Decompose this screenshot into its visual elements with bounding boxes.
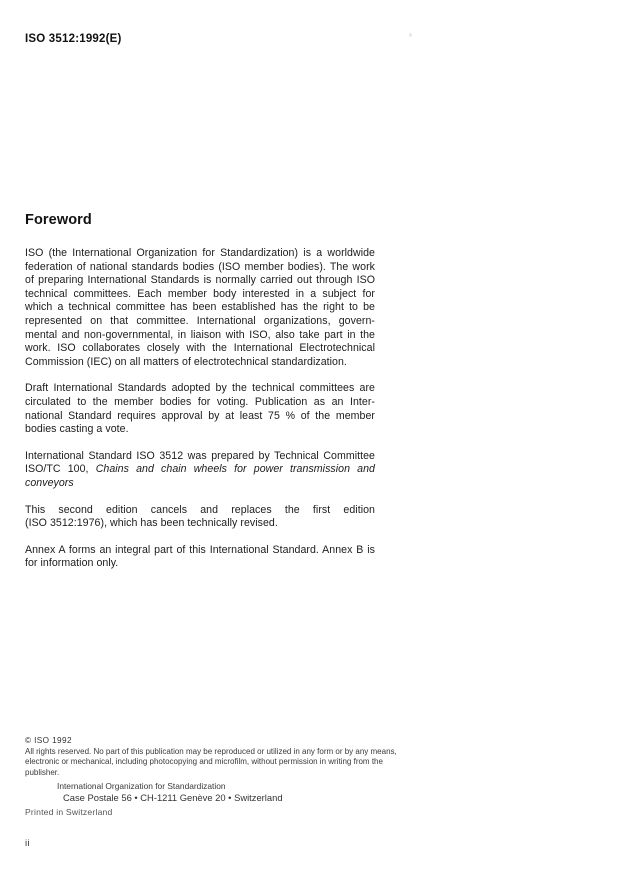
justified-word: the	[284, 503, 300, 516]
colophon-block	[25, 736, 425, 778]
page-number: ii	[25, 838, 30, 849]
foreword-paragraph-draft-standards: Draft International Standards adopted by the technical committees are circulated to the member bodies for voting. Publication as an Inter-national Standard requires approval by at least 75 % of the member bodies casting a vote.	[25, 382, 375, 436]
second-edition-line-two: (ISO 3512:1976), which has been technically revised.	[25, 517, 278, 530]
justified-word: replaces	[231, 503, 272, 516]
justified-word: edition	[106, 503, 138, 516]
foreword-paragraph-annexes: Annex A forms an integral part of this International Standard. Annex B is for information only.	[25, 543, 375, 570]
foreword-paragraph-technical-committee	[25, 450, 375, 491]
justified-word: edition	[343, 503, 375, 516]
foreword-paragraph-iso-description: ISO (the International Organization for Standardization) is a worldwide federation of national standards bodies (ISO member bodies). The work of preparing International Standards is normally carried out through ISO technical committees. Each member body interested in a subject for which a technical committee has been established has the right to be represented on that committee. International organizations, govern-mental and non-governmental, in liaison with ISO, also take part in the work. ISO collaborates closely with the International Electrotechnical Commission (IEC) on all matters of electrotechnical standardization.	[25, 247, 375, 368]
printed-in-text: Printed in Switzerland	[25, 807, 113, 817]
justified-word: first	[312, 503, 331, 516]
rights-reserved-text: All rights reserved. No part of this publication may be reproduced or utilized in any form or by any means, electronic or mechanical, including photocopying and microfilm, without permission in writing from the publisher.	[25, 747, 397, 777]
justified-word: This	[25, 503, 46, 516]
technical-committee-lead-text: International Standard ISO 3512 was prepared by Technical Committee ISO/TC 100,	[25, 449, 375, 476]
foreword-body	[25, 247, 375, 571]
justified-word: and	[200, 503, 219, 516]
publisher-address-block	[25, 781, 283, 804]
justified-word: second	[58, 503, 93, 516]
justified-word: cancels	[150, 503, 188, 516]
page-title: Foreword	[25, 212, 92, 228]
publisher-organization-name: International Organization for Standardization	[57, 781, 226, 791]
second-edition-line-one	[25, 504, 375, 518]
copyright-notice: © ISO 1992	[25, 736, 72, 745]
foreword-paragraph-second-edition	[25, 504, 375, 531]
scan-artifact-speck	[409, 33, 412, 37]
document-header-code: ISO 3512:1992(E)	[25, 33, 122, 45]
publisher-postal-address: Case Postale 56 • CH-1211 Genève 20 • Switzerland	[63, 792, 283, 803]
committee-title-italic: Chains and chain wheels for power transmission and conveyors	[25, 463, 375, 489]
